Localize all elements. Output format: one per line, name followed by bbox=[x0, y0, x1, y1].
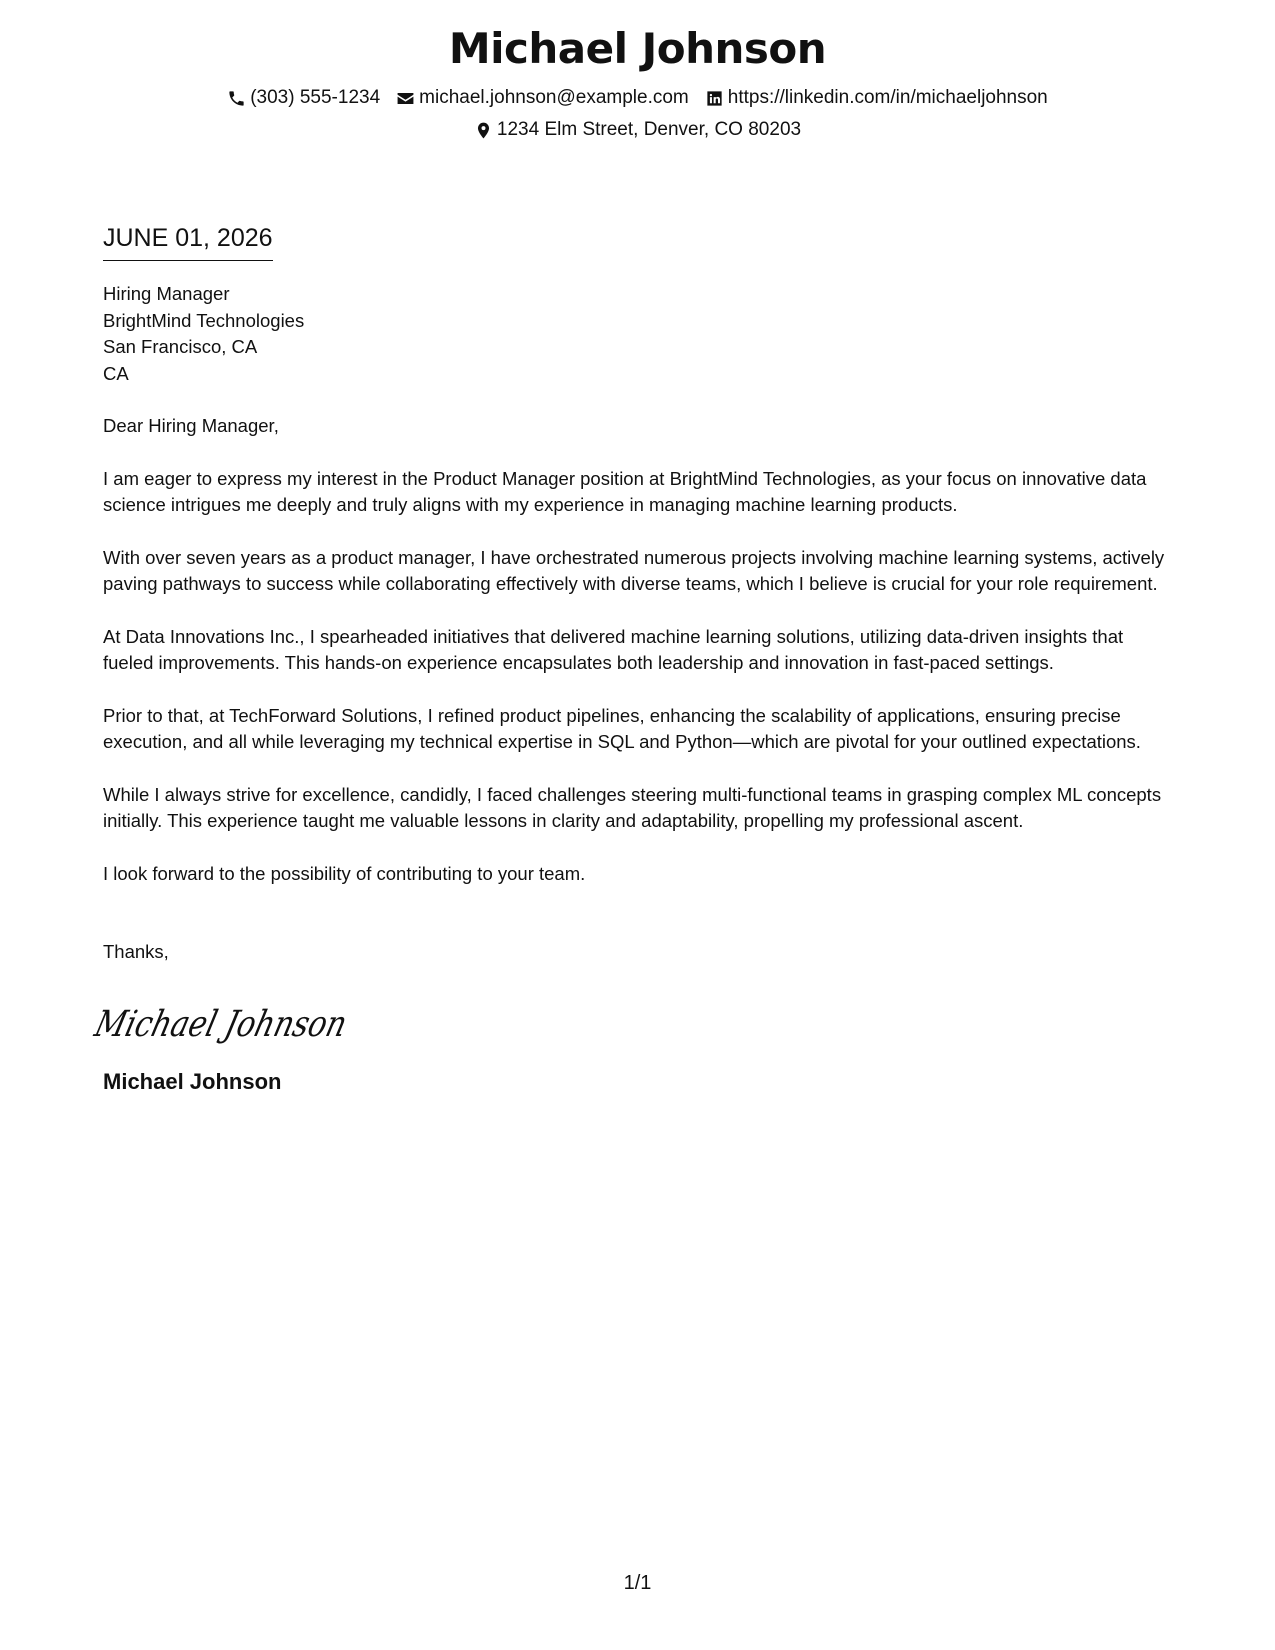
handwritten-signature bbox=[90, 996, 1178, 1052]
letter-body bbox=[90, 222, 1178, 1096]
contact-row bbox=[0, 86, 1275, 110]
recipient-line: BrightMind Technologies bbox=[103, 309, 305, 331]
letter-header bbox=[0, 22, 1275, 142]
body-paragraph: I am eager to express my interest in the Product Manager position at BrightMind Technologies, as your focus on innovative data science intrigues me deeply and truly aligns with my experience in managing machine learning products. bbox=[103, 467, 1147, 515]
linkedin-contact bbox=[705, 86, 1048, 110]
linkedin-icon bbox=[705, 89, 724, 108]
address-text: 1234 Elm Street, Denver, CO 80203 bbox=[496, 119, 802, 140]
recipient-line: San Francisco, CA bbox=[103, 336, 258, 357]
email-contact bbox=[396, 86, 689, 110]
signature-text: Michael Johnson bbox=[90, 1002, 405, 1045]
body-paragraph: With over seven years as a product manager, I have orchestrated numerous projects involving machine learning systems, actively paving pathways to success while collaborating effectively with diverse teams, which I believe is crucial for your role requirement. bbox=[103, 546, 1165, 594]
page-number: 1/1 bbox=[623, 1572, 652, 1594]
address-contact bbox=[474, 118, 801, 142]
recipient-line: CA bbox=[103, 362, 129, 384]
email-link[interactable]: michael.johnson@example.com bbox=[419, 87, 689, 108]
phone-text[interactable]: (303) 555-1234 bbox=[250, 87, 381, 108]
letter-date: JUNE 01, 2026 bbox=[103, 222, 273, 261]
address-row bbox=[0, 118, 1275, 142]
body-paragraph: While I always strive for excellence, candidly, I faced challenges steering multi-functional teams in grasping complex ML concepts initially. This experience taught me valuable lessons in clarity and adaptability, propelling my professional ascent. bbox=[103, 783, 1162, 831]
linkedin-link[interactable]: https://linkedin.com/in/michaeljohnson bbox=[727, 87, 1048, 108]
body-paragraph: Prior to that, at TechForward Solutions, I refined product pipelines, enhancing the scalability of applications, ensuring precise execution, and all while leveraging my technical expertise in SQL and Python—which are pivotal for your outlined expectations. bbox=[103, 704, 1141, 752]
map-pin-icon bbox=[474, 121, 493, 140]
greeting: Dear Hiring Manager, bbox=[103, 415, 279, 436]
applicant-name: Michael Johnson bbox=[448, 24, 827, 73]
recipient-line: Hiring Manager bbox=[103, 283, 230, 304]
phone-contact bbox=[227, 86, 380, 110]
body-paragraph: I look forward to the possibility of contributing to your team. bbox=[103, 862, 586, 884]
closing: Thanks, bbox=[103, 941, 169, 962]
envelope-icon bbox=[396, 89, 415, 108]
body-paragraph: At Data Innovations Inc., I spearheaded initiatives that delivered machine learning solutions, utilizing data-driven insights that fueled improvements. This hands-on experience encapsulates both leadership and innovation in fast-paced settings. bbox=[103, 625, 1124, 673]
phone-icon bbox=[227, 89, 246, 108]
signed-name: Michael Johnson bbox=[103, 1068, 282, 1094]
recipient-block bbox=[103, 281, 1178, 387]
